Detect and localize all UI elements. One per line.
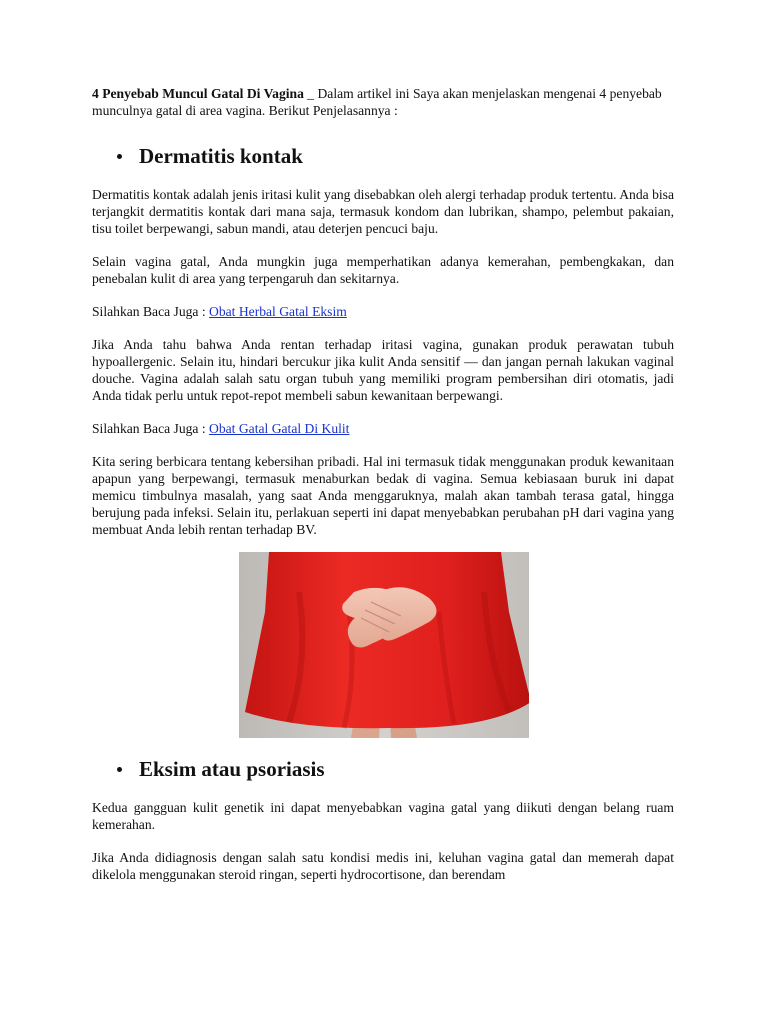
- section-heading-dermatitis: Dermatitis kontak: [92, 143, 674, 169]
- paragraph: Dermatitis kontak adalah jenis iritasi kulit yang disebabkan oleh alergi terhadap produk tertentu. Anda bisa terjangkit dermatitis kontak dari mana saja, termasuk kondom dan lubrikan, shampo, pelembut pakaian, tisu toilet berpewangi, sabun mandi, atau deterjen pencuci baju.: [92, 187, 674, 236]
- paragraph: Kedua gangguan kulit genetik ini dapat menyebabkan vagina gatal yang diikuti dengan belang ruam kemerahan.: [92, 800, 674, 832]
- read-also-link-gatal-kulit[interactable]: Obat Gatal Gatal Di Kulit: [209, 421, 350, 436]
- paragraph: Selain vagina gatal, Anda mungkin juga memperhatikan adanya kemerahan, pembengkakan, dan penebalan kulit di area yang terpengaruh dan sekitarnya.: [92, 254, 674, 286]
- paragraph: Kita sering berbicara tentang kebersihan pribadi. Hal ini termasuk tidak menggunakan produk kewanitaan apapun yang berpewangi, termasuk menaburkan bedak di vagina. Semua kebiasaan buruk ini dapat memicu timbulnya masalah, yang saat Anda menggaruknya, malah akan tambah terasa gatal, hingga berujung pada infeksi. Selain itu, perlakuan seperti ini dapat menyebabkan perubahan pH dari vagina yang membuat Anda lebih rentan terhadap BV.: [92, 454, 674, 537]
- red-dress-illustration: [239, 552, 529, 738]
- article-image-red-dress: [239, 552, 529, 738]
- paragraph: Jika Anda tahu bahwa Anda rentan terhadap iritasi vagina, gunakan produk perawatan tubuh hypoallergenic. Selain itu, hindari bercukur jika kulit Anda sensitif — dan jangan pernah lakukan vaginal douche. Vagina adalah salah satu organ tubuh yang memiliki program pembersihan diri otomatis, jadi Anda tidak perlu untuk repot-repot membeli sabun kewanitaan berpewangi.: [92, 337, 674, 403]
- intro-paragraph: [92, 85, 674, 119]
- paragraph: Jika Anda didiagnosis dengan salah satu kondisi medis ini, keluhan vagina gatal dan memerah dapat dikelola menggunakan steroid ringan, seperti hydrocortisone, dan berendam: [92, 850, 674, 882]
- document-page: [92, 85, 674, 883]
- intro-text: Dalam artikel ini Saya akan menjelaskan mengenai 4 penyebab munculnya gatal di area vagina. Berikut Penjelasannya :: [92, 86, 662, 118]
- intro-title: 4 Penyebab Muncul Gatal Di Vagina: [92, 86, 304, 101]
- bullet-icon: [117, 767, 122, 772]
- read-also-line: Silahkan Baca Juga : Obat Gatal Gatal Di Kulit: [92, 421, 350, 436]
- read-also-line: Silahkan Baca Juga : Obat Herbal Gatal Eksim: [92, 304, 347, 319]
- read-also-link-herbal-eksim[interactable]: Obat Herbal Gatal Eksim: [209, 304, 347, 319]
- intro-separator: _: [303, 86, 318, 101]
- bullet-icon: [117, 154, 122, 159]
- section-heading-eksim: Eksim atau psoriasis: [92, 756, 674, 782]
